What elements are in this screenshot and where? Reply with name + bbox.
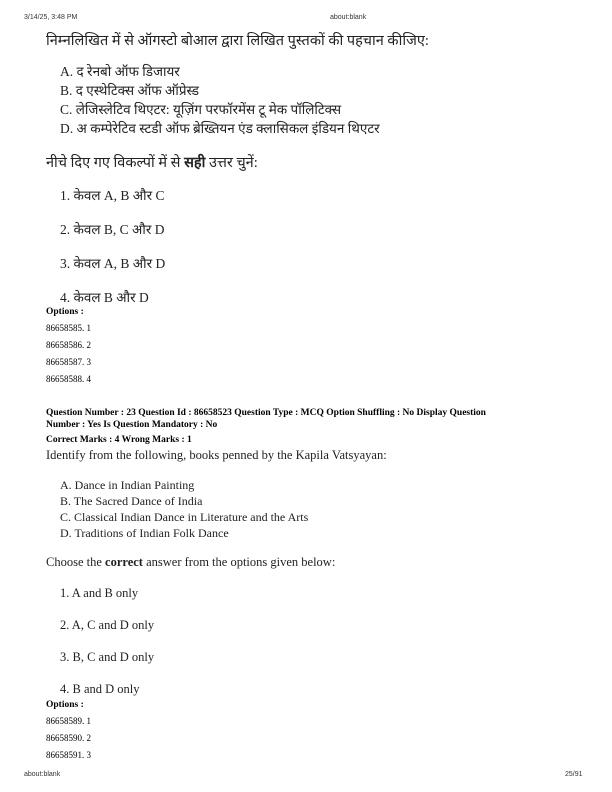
print-datetime: 3/14/25, 3:48 PM — [24, 14, 78, 21]
choose-suffix: answer from the options given below: — [142, 555, 336, 569]
hindi-choose-bold: सही — [184, 155, 206, 171]
question-item-c: C. Classical Indian Dance in Literature and the Arts — [60, 510, 309, 524]
footer-url: about:blank — [24, 771, 61, 778]
option-id-3: 86658591. 3 — [46, 750, 91, 760]
hindi-option-id-4: 86658588. 4 — [46, 374, 91, 384]
option-id-2: 86658590. 2 — [46, 733, 91, 743]
options-label: Options : — [46, 700, 84, 710]
hindi-answer-4: 4. केवल B और D — [60, 290, 149, 305]
hindi-option-id-2: 86658586. 2 — [46, 340, 91, 350]
choose-bold: correct — [105, 555, 143, 569]
hindi-answer-3: 3. केवल A, B और D — [60, 256, 166, 271]
choose-instruction — [46, 555, 335, 570]
question-prompt: Identify from the following, books penned by the Kapila Vatsyayan: — [46, 448, 387, 462]
answer-4: 4. B and D only — [60, 682, 140, 696]
question-marks: Correct Marks : 4 Wrong Marks : 1 — [46, 435, 192, 445]
hindi-answer-2: 2. केवल B, C और D — [60, 222, 165, 237]
question-meta-line-1: Question Number : 23 Question Id : 86658523 Question Type : MCQ Option Shuffling : No Display Question — [46, 408, 486, 418]
answer-1: 1. A and B only — [60, 586, 139, 600]
question-item-d: D. Traditions of Indian Folk Dance — [60, 526, 229, 540]
option-id-1: 86658589. 1 — [46, 716, 91, 726]
hindi-choose-instruction — [46, 152, 258, 172]
answer-2: 2. A, C and D only — [60, 618, 155, 632]
question-meta-line-2: Number : Yes Is Question Mandatory : No — [46, 420, 218, 430]
hindi-item-d: D. अ कम्पेरेटिव स्टडी ऑफ ब्रेख्तियन एंड क्लासिकल इंडियन थिएटर — [60, 121, 380, 136]
question-item-a: A. Dance in Indian Painting — [60, 478, 195, 492]
hindi-option-id-3: 86658587. 3 — [46, 357, 91, 367]
print-url: about:blank — [330, 14, 367, 21]
hindi-item-a: A. द रेनबो ऑफ डिजायर — [60, 64, 180, 79]
hindi-options-label: Options : — [46, 307, 84, 317]
answer-3: 3. B, C and D only — [60, 650, 155, 664]
footer-page-number: 25/91 — [565, 771, 583, 778]
choose-prefix: Choose the — [46, 555, 106, 569]
hindi-answer-1: 1. केवल A, B और C — [60, 188, 165, 203]
hindi-choose-suffix: उत्तर चुनें: — [205, 155, 258, 171]
hindi-question-prompt: निम्नलिखित में से ऑगस्टो बोआल द्वारा लिखित पुस्तकों की पहचान कीजिए: — [46, 33, 429, 49]
hindi-option-id-1: 86658585. 1 — [46, 323, 91, 333]
hindi-choose-prefix: नीचे दिए गए विकल्पों में से — [46, 155, 185, 171]
hindi-item-b: B. द एस्थेटिक्स ऑफ ऑप्रेस्ड — [60, 83, 200, 98]
hindi-item-c: C. लेजिस्लेटिव थिएटर: यूज़िंग परफॉरमेंस टू मेक पॉलिटिक्स — [60, 102, 342, 117]
question-item-b: B. The Sacred Dance of India — [60, 494, 203, 508]
